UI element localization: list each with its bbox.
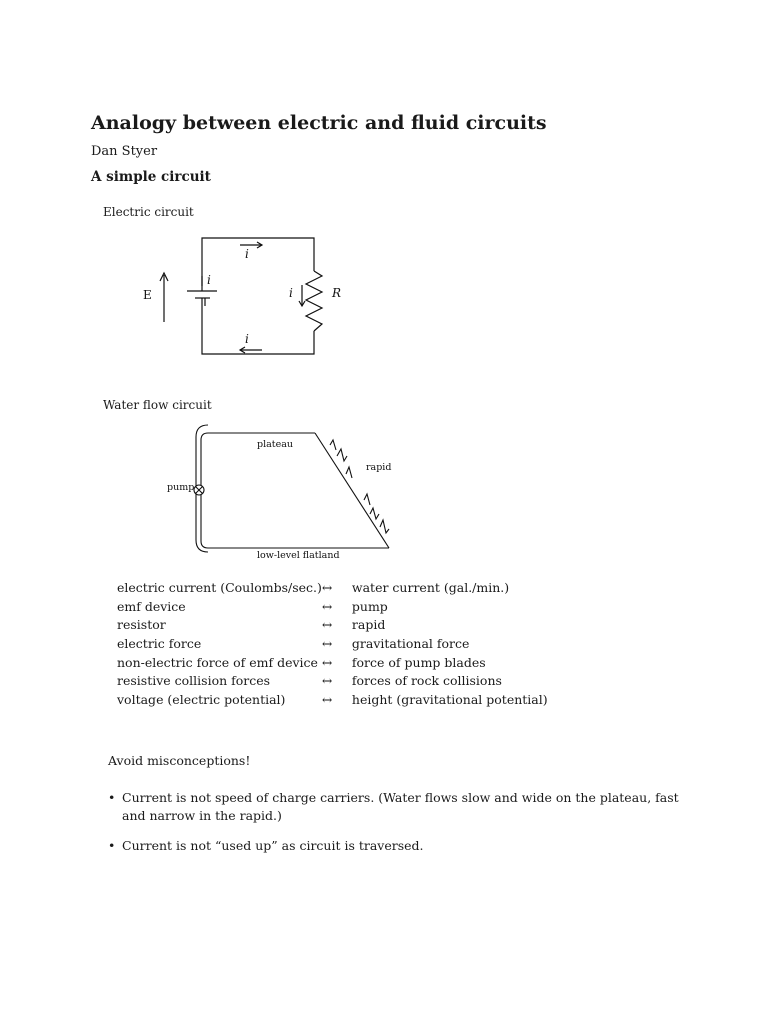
bullet-mark: • [108,838,116,853]
circuit-wire [202,298,314,354]
analogy-table [117,580,548,711]
analogy-arrow: ↔ [321,636,333,652]
electric-term: emf device [117,598,186,614]
pump-label: pump [167,482,195,493]
pump-pipe [196,425,208,552]
fluid-term: force of pump blades [351,654,486,670]
section-heading: A simple circuit [91,169,211,185]
fluid-term: height (gravitational potential) [351,692,548,708]
pump-symbol [194,485,204,495]
list-item-text: Current is not “used up” as circuit is traversed. [122,838,424,853]
current-label-top: i [245,247,249,261]
resistor-zigzag [306,271,322,331]
electric-circuit-label: Electric circuit [103,205,194,219]
water-circuit-label: Water flow circuit [103,398,212,412]
fluid-term: rapid [351,617,386,633]
fluid-term: gravitational force [351,636,470,652]
bullet-mark: • [108,790,116,805]
table-row [117,599,548,618]
rapid-waves [330,440,336,450]
electric-term: resistive collision forces [117,673,271,689]
author-name: Dan Styer [91,144,158,159]
water-circuit-diagram [194,425,392,552]
list-item [108,837,688,855]
table-row [117,617,548,636]
fluid-term: water current (gal./min.) [351,580,510,595]
flatland-label: low-level flatland [257,550,340,561]
analogy-arrow: ↔ [321,692,333,708]
table-row [117,692,548,711]
electric-term: voltage (electric potential) [117,692,286,708]
table-row [117,673,548,692]
misconceptions-list [108,789,688,867]
analogy-arrow: ↔ [321,580,333,595]
table-row [117,580,548,599]
circuit-wire [202,238,314,286]
analogy-arrow: ↔ [321,654,333,670]
current-label-bottom: i [245,332,249,346]
current-label-right: i [289,286,293,300]
electric-term: resistor [117,617,166,633]
fluid-term: forces of rock collisions [351,673,502,689]
analogy-arrow: ↔ [321,598,333,614]
list-item [108,789,688,825]
current-label-left: i [207,273,211,287]
plateau-label: plateau [257,439,294,450]
page-title: Analogy between electric and fluid circuits [91,112,547,134]
table-row [117,655,548,674]
rapid-label: rapid [366,462,392,473]
rapid-slope [315,433,392,548]
fluid-term: pump [351,598,388,614]
table-row [117,636,548,655]
electric-term: non-electric force of emf device [117,654,318,670]
list-item-text: Current is not speed of charge carriers. (Water flows slow and wide on the plateau, fast and narrow in the rapid.) [122,790,679,823]
electric-term: electric force [117,636,202,652]
misconceptions-heading: Avoid misconceptions! [108,753,251,768]
emf-label: E [143,288,152,302]
electric-term: electric current (Coulombs/sec.) [117,580,322,595]
analogy-arrow: ↔ [321,617,333,633]
resistor-label: R [332,286,342,300]
analogy-arrow: ↔ [321,673,333,689]
